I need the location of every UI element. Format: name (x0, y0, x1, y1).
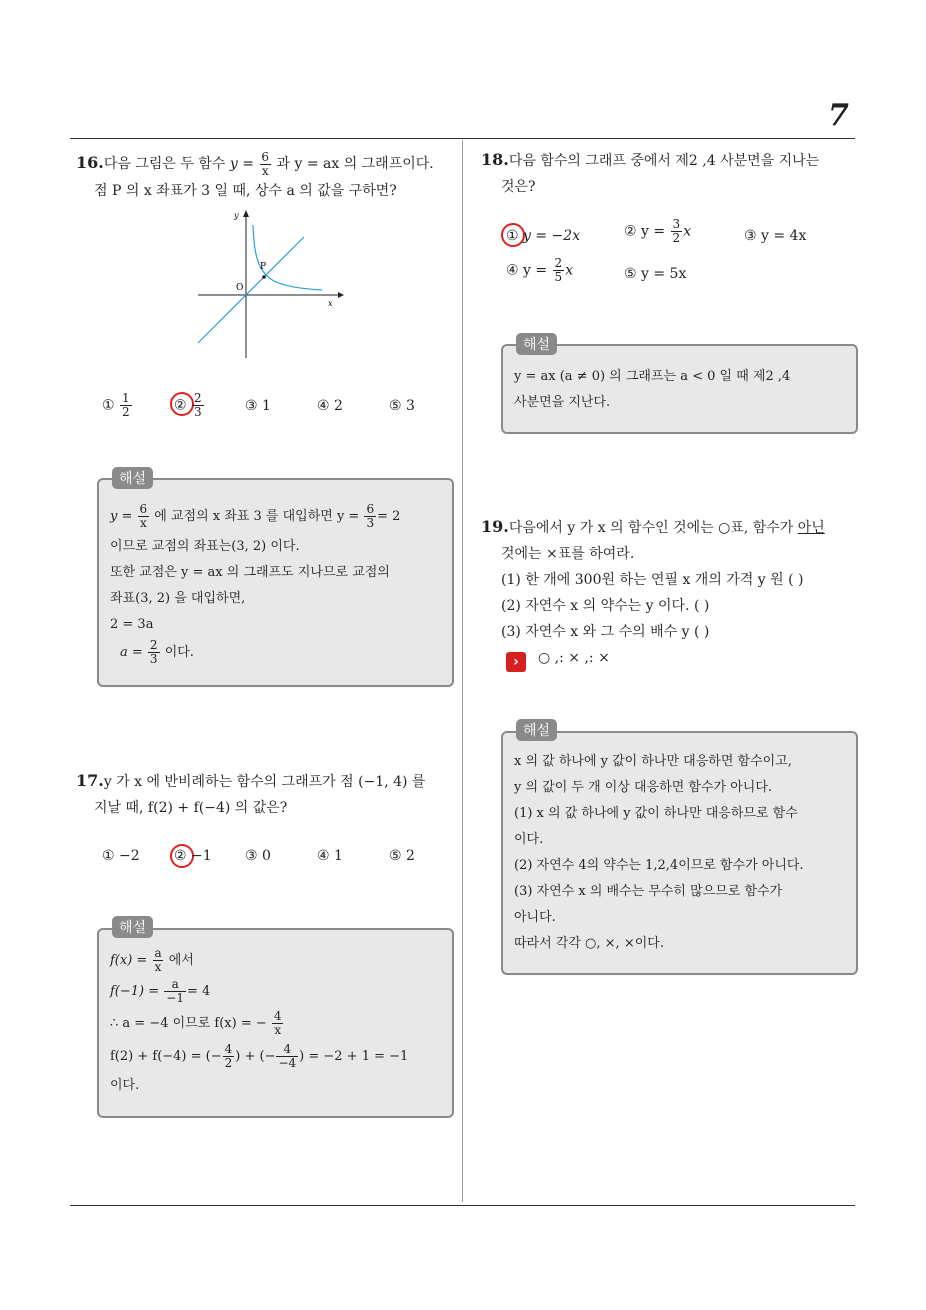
question-19 (481, 514, 861, 645)
q17-option-3[interactable]: ③ 0 (245, 848, 271, 864)
column-divider (462, 140, 463, 1202)
q18-solution-text (514, 364, 850, 416)
q17-option-4[interactable]: ④ 1 (317, 848, 343, 864)
q16-graph (194, 210, 344, 360)
q16-option-1[interactable]: ① $\frac{1}{2}$ (102, 391, 130, 419)
hyperbola-curve (253, 225, 322, 290)
q17-option-2[interactable]: ② −1 (174, 848, 212, 864)
q16-sol-line1: y = $\frac{6}{x}$ 에 교점의 x 좌표 3 를 대입하면 y = $\frac{6}{3}$ = 2 (110, 502, 401, 530)
q16-option-5[interactable]: ⑤ 3 (389, 398, 415, 414)
q18-sol-line2: 사분면을 지난다. (514, 395, 611, 410)
q18-sol-line1: y = ax (a ≠ 0) 의 그래프는 a < 0 일 때 제2 ,4 (514, 369, 791, 384)
question-17 (76, 768, 461, 821)
q18-number: 18. (481, 150, 509, 169)
q18-line2: 것은? (501, 179, 536, 195)
q18-line1: 18.다음 함수의 그래프 중에서 제2 ,4 사분면을 지나는 (481, 150, 820, 169)
footer-rule (70, 1205, 855, 1206)
q19-solution-text (514, 749, 850, 957)
q16-sol-line2: 이므로 교점의 좌표는(3, 2) 이다. (110, 539, 300, 554)
q16-number: 16. (76, 153, 104, 172)
q19-sol-line2: y 의 값이 두 개 이상 대응하면 함수가 아니다. (514, 780, 773, 795)
q19-item-2: (2) 자연수 x 의 약수는 y 이다. ( ) (501, 598, 710, 614)
q16-line1: 16.다음 그림은 두 함수 y = $\frac{6}{x}$ 과 y = ax 의 그래프이다. (76, 149, 434, 178)
q17-option-1[interactable]: ① −2 (102, 848, 140, 864)
q17-solution-tag: 해설 (112, 916, 153, 938)
q19-sol-line6: (3) 자연수 x 의 배수는 무수히 많으므로 함수가 (514, 884, 783, 899)
q19-item-1: (1) 한 개에 300원 하는 연필 x 개의 가격 y 원 ( ) (501, 572, 804, 588)
q19-sol-line7: 아니다. (514, 910, 556, 925)
q16-option-3[interactable]: ③ 1 (245, 398, 271, 414)
point-p (262, 275, 266, 279)
q16-solution-text (110, 500, 446, 668)
q16-fraction: $\frac{6}{x}$ (261, 149, 270, 178)
q17-sol-line3: ∴ a = −4 이므로 f(x) = − $\frac{4}{x}$ (110, 1009, 282, 1037)
q16-sol-line5: 2 = 3a (110, 617, 154, 632)
q19-sol-line1: x 의 값 하나에 y 값이 하나만 대응하면 함수이고, (514, 754, 792, 769)
q19-answer: ○ ,: × ,: × (538, 650, 610, 666)
q17-sol-line2: f(−1) = $\frac{a}{-1}$ = 4 (110, 977, 211, 1005)
q17-line2: 지날 때, f(2) + f(−4) 의 값은? (94, 800, 288, 816)
q19-sol-line5: (2) 자연수 4의 약수는 1,2,4이므로 함수가 아니다. (514, 858, 804, 873)
header-rule (70, 138, 855, 139)
q16-line2: 점 P 의 x 좌표가 3 일 때, 상수 a 의 값을 구하면? (94, 182, 397, 199)
origin-label: O (236, 283, 244, 293)
q19-sol-line3: (1) x 의 값 하나에 y 값이 하나만 대응하므로 함수 (514, 806, 798, 821)
page-number: 7 (828, 98, 849, 133)
q19-line1: 19.다음에서 y 가 x 의 함수인 것에는 ○표, 함수가 아닌 (481, 517, 825, 536)
q18-option-5[interactable]: ⑤ y = 5x (624, 266, 687, 282)
q16-sol-line4: 좌표(3, 2) 을 대입하면, (110, 591, 246, 606)
q19-number: 19. (481, 517, 509, 536)
y-axis-arrow (243, 210, 249, 217)
q17-number: 17. (76, 771, 104, 790)
q18-option-1[interactable]: ① y = −2x (506, 228, 581, 244)
answer-arrow-icon: › (506, 652, 526, 672)
q19-solution-tag: 해설 (516, 719, 557, 741)
q18-option-4[interactable]: ④ y = $\frac{2}{5}$ x (506, 256, 574, 284)
line-y-ax (198, 237, 304, 343)
q16-sol-line3: 또한 교점은 y = ax 의 그래프도 지나므로 교점의 (110, 565, 390, 580)
q19-sol-line4: 이다. (514, 832, 544, 847)
y-axis-label: y (234, 211, 239, 220)
q17-option-5[interactable]: ⑤ 2 (389, 848, 415, 864)
q16-solution-tag: 해설 (112, 467, 153, 489)
x-axis-label: x (328, 299, 333, 308)
q17-solution-text (110, 945, 446, 1099)
q16-option-2[interactable]: ② $\frac{2}{3}$ (174, 391, 202, 419)
q17-sol-line5: 이다. (110, 1078, 140, 1093)
q18-option-2[interactable]: ② y = $\frac{3}{2}$ x (624, 217, 692, 245)
point-p-label: P (260, 262, 267, 272)
q19-line2: 것에는 ×표를 하여라. (501, 546, 635, 562)
question-18 (481, 147, 861, 200)
q16-sol-line6: a = $\frac{2}{3}$ 이다. (120, 638, 194, 666)
q17-sol-line4: f(2) + f(−4) = (− $\frac{4}{2}$ ) + (− $\frac{4}{-4}$ ) = −2 + 1 = −1 (110, 1042, 409, 1070)
q19-item-3: (3) 자연수 x 와 그 수의 배수 y ( ) (501, 624, 710, 640)
q16-option-4[interactable]: ④ 2 (317, 398, 343, 414)
q18-solution-tag: 해설 (516, 333, 557, 355)
q19-sol-line8: 따라서 각각 ○, ×, ×이다. (514, 936, 664, 951)
x-axis-arrow (338, 292, 344, 298)
q18-option-3[interactable]: ③ y = 4x (744, 228, 807, 244)
question-16 (76, 150, 461, 204)
q17-sol-line1: f(x) = $\frac{a}{x}$ 에서 (110, 946, 194, 974)
q17-line1: 17.y 가 x 에 반비례하는 함수의 그래프가 점 (−1, 4) 를 (76, 771, 426, 790)
